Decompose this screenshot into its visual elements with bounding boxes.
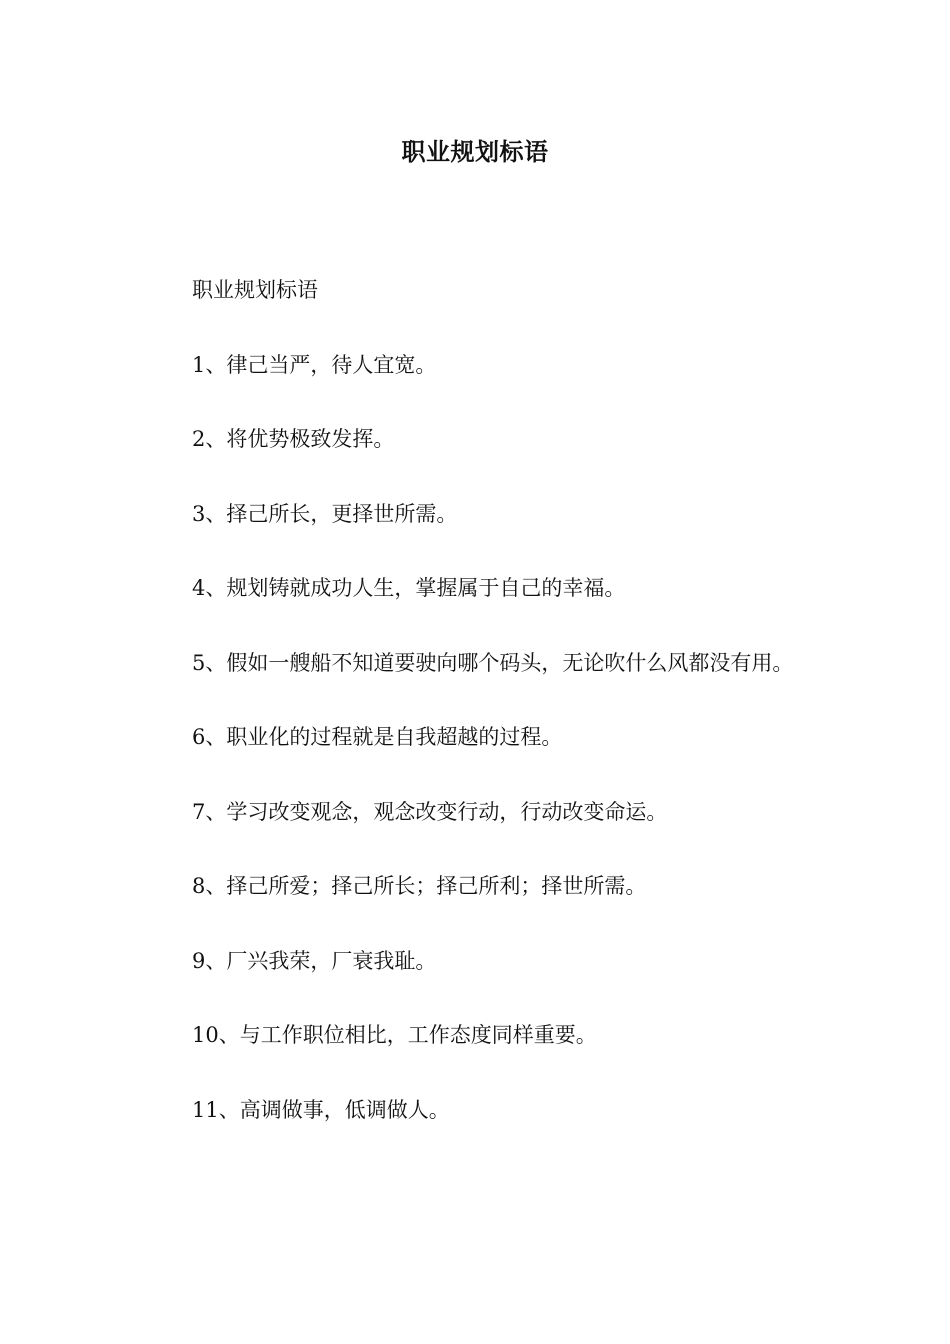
slogan-item-11: 11、高调做事，低调做人。 (192, 1097, 450, 1122)
slogan-item-6: 6、职业化的过程就是自我超越的过程。 (192, 725, 563, 749)
document-title: 职业规划标语 (401, 137, 549, 166)
slogan-item-4: 4、规划铸就成功人生，掌握属于自己的幸福。 (192, 576, 626, 600)
slogan-item-10: 10、与工作职位相比，工作态度同样重要。 (192, 1023, 597, 1047)
slogan-item-1: 1、律己当严，待人宜宽。 (192, 352, 437, 377)
slogan-item-7: 7、学习改变观念，观念改变行动，行动改变命运。 (192, 799, 668, 824)
paragraph-heading: 职业规划标语 (192, 278, 318, 302)
slogan-item-3: 3、择己所长，更择世所需。 (192, 501, 458, 526)
slogan-item-8: 8、择己所爱；择己所长；择己所利；择世所需。 (192, 874, 647, 898)
document-body (145, 253, 815, 1147)
slogan-item-5: 5、假如一艘船不知道要驶向哪个码头，无论吹什么风都没有用。 (192, 650, 794, 675)
slogan-item-9: 9、厂兴我荣，厂衰我耻。 (192, 948, 437, 973)
slogan-item-2: 2、将优势极致发挥。 (192, 427, 395, 451)
